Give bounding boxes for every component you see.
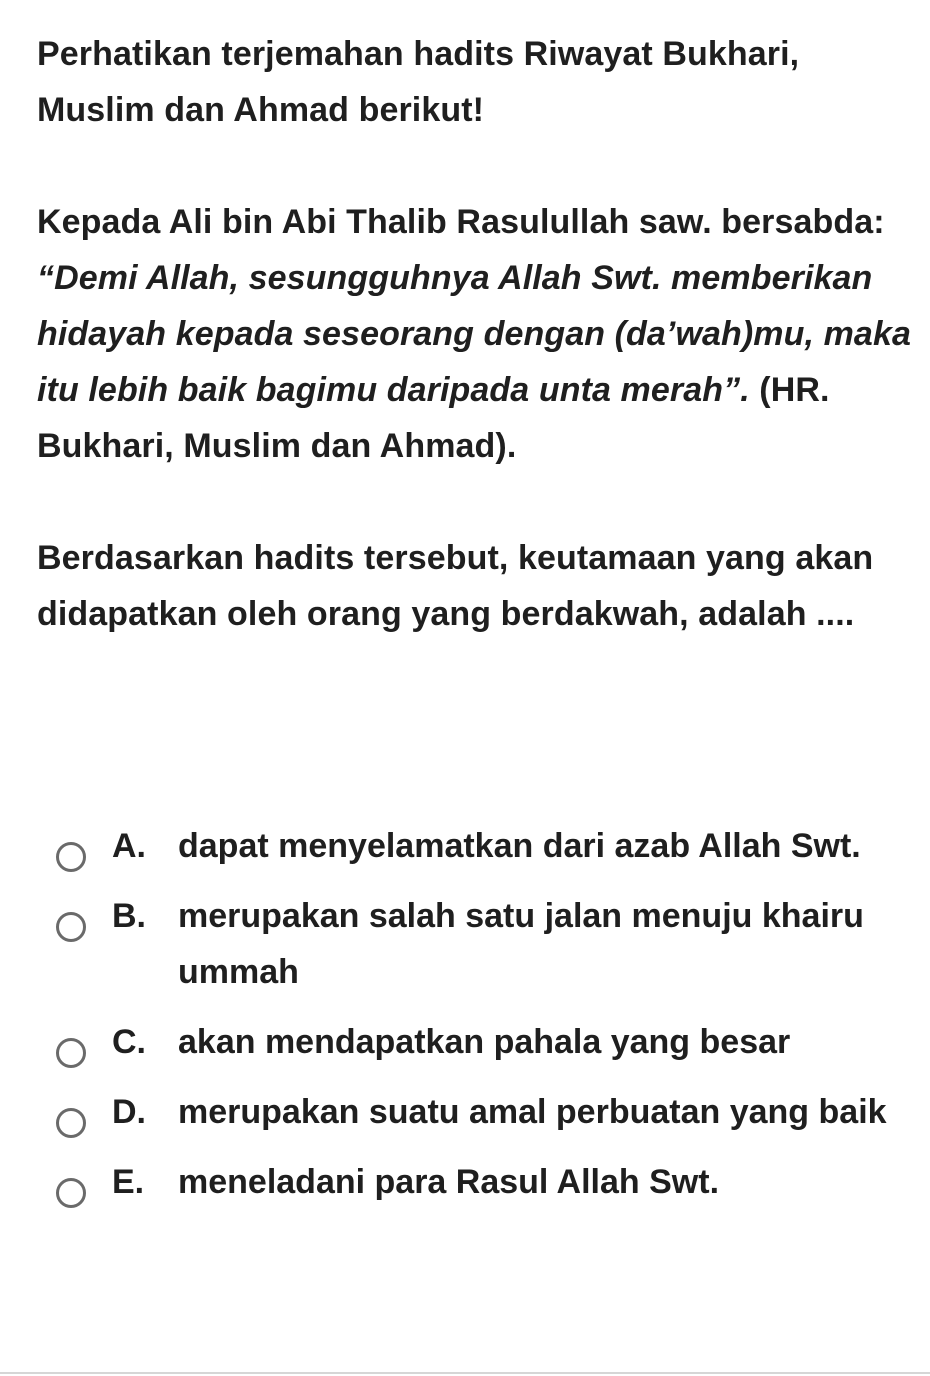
option-c[interactable]	[0, 1014, 930, 1070]
bottom-divider	[0, 1372, 930, 1374]
question-intro: Perhatikan terjemahan hadits Riwayat Bukhari, Muslim dan Ahmad berikut!	[37, 35, 800, 129]
answer-options	[0, 818, 930, 1224]
option-c-text: akan mendapatkan pahala yang besar	[178, 1023, 791, 1061]
option-e[interactable]	[0, 1154, 930, 1210]
radio-button-b[interactable]	[56, 912, 86, 942]
radio-button-e[interactable]	[56, 1178, 86, 1208]
option-e-text: meneladani para Rasul Allah Swt.	[178, 1163, 720, 1201]
radio-button-c[interactable]	[56, 1038, 86, 1068]
option-b[interactable]	[0, 888, 930, 1000]
radio-button-d[interactable]	[56, 1108, 86, 1138]
option-e-letter: E.	[112, 1163, 145, 1201]
hadith-quote: “Demi Allah, sesungguhnya Allah Swt. memberikan hidayah kepada seseorang dengan (da’wah)mu, maka itu lebih baik bagimu daripada unta merah”.	[37, 259, 911, 409]
hadith-text	[37, 194, 917, 474]
option-b-text: merupakan salah satu jalan menuju khairu ummah	[178, 897, 864, 991]
hadith-prefix: Kepada Ali bin Abi Thalib Rasulullah saw. bersabda:	[37, 203, 885, 241]
option-b-letter: B.	[112, 897, 146, 935]
option-d-text: merupakan suatu amal perbuatan yang baik	[178, 1093, 887, 1131]
option-d[interactable]	[0, 1084, 930, 1140]
option-c-letter: C.	[112, 1023, 146, 1061]
option-a-text: dapat menyelamatkan dari azab Allah Swt.	[178, 827, 861, 865]
question-container	[37, 26, 917, 698]
radio-button-a[interactable]	[56, 842, 86, 872]
option-d-letter: D.	[112, 1093, 146, 1131]
option-a-letter: A.	[112, 827, 146, 865]
hadith-source: (HR. Bukhari, Muslim dan Ahmad).	[37, 371, 830, 465]
option-a[interactable]	[0, 818, 930, 874]
question-prompt: Berdasarkan hadits tersebut, keutamaan yang akan didapatkan oleh orang yang berdakwah, adalah ....	[37, 539, 874, 633]
